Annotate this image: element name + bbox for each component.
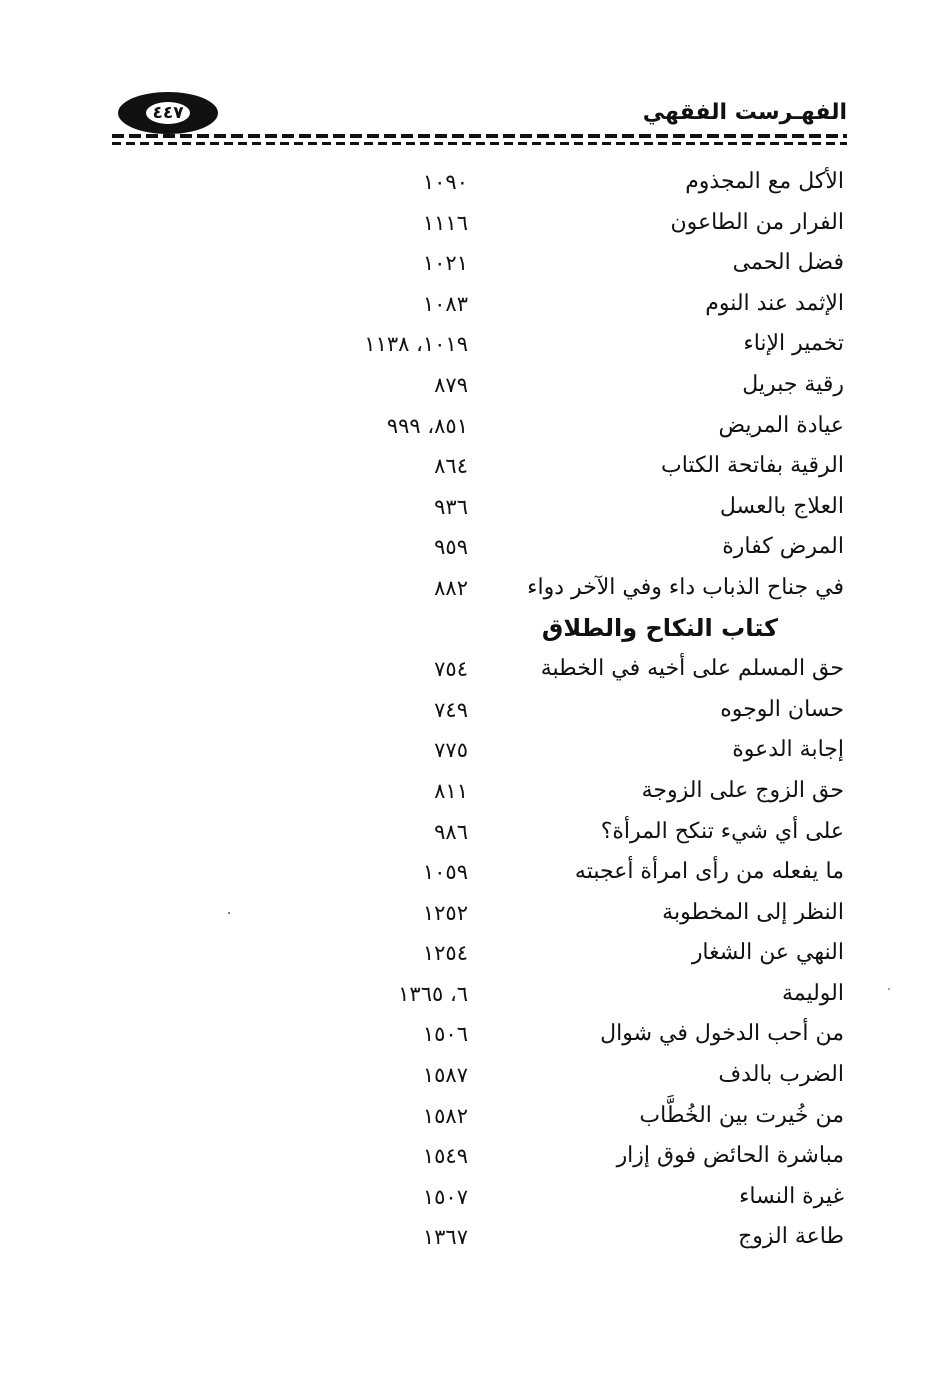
index-row xyxy=(0,284,944,325)
index-page-refs: ٧٤٩ xyxy=(434,697,468,722)
index-page-refs: ١٠٩٠ xyxy=(422,170,468,194)
index-page-refs: ١٢٥٢ xyxy=(422,900,468,925)
index-row xyxy=(0,1055,944,1096)
scan-speck xyxy=(888,988,890,990)
index-topic: الضرب بالدف xyxy=(718,1062,844,1088)
index-topic: على أي شيء تنكح المرأة؟ xyxy=(600,818,844,844)
page-number: ٤٤٧ xyxy=(152,102,184,123)
index-row xyxy=(0,771,944,812)
index-row xyxy=(0,324,944,365)
index-row xyxy=(0,446,944,487)
index-row xyxy=(0,243,944,284)
index-row xyxy=(0,1217,944,1258)
index-topic: الرقية بفاتحة الكتاب xyxy=(661,453,844,479)
index-page-refs: ١٢٥٤ xyxy=(422,941,468,966)
index-page-refs: ١٥٠٧ xyxy=(422,1184,468,1209)
index-row xyxy=(0,1177,944,1218)
index-topic: النظر إلى المخطوبة xyxy=(662,899,844,925)
index-page-refs: ٦، ١٣٦٥ xyxy=(398,981,468,1006)
index-row xyxy=(0,812,944,853)
scan-speck xyxy=(228,912,230,914)
index-entries xyxy=(0,162,944,1258)
index-page-refs: ٩٨٦ xyxy=(434,819,468,844)
index-page-refs: ٩٥٩ xyxy=(434,535,468,560)
index-page-refs: ١٠٥٩ xyxy=(422,860,468,885)
index-topic: المرض كفارة xyxy=(722,534,844,560)
index-topic: من خُيرت بين الخُطَّاب xyxy=(639,1102,844,1128)
index-topic: الأكل مع المجذوم xyxy=(685,169,844,194)
index-page-refs: ٧٧٥ xyxy=(434,738,468,763)
header-dashed-rule-lower xyxy=(112,142,847,145)
page-header xyxy=(112,88,847,158)
index-list-medicine xyxy=(0,162,944,609)
index-topic: الوليمة xyxy=(781,980,844,1006)
index-row xyxy=(0,203,944,244)
index-page-refs: ٨١١ xyxy=(434,778,468,803)
index-topic: إجابة الدعوة xyxy=(732,737,844,763)
index-page-refs: ١٠١٩، ١١٣٨ xyxy=(364,332,468,357)
page-number-badge xyxy=(118,92,218,134)
index-page-refs: ١٥٨٢ xyxy=(422,1103,468,1128)
index-row xyxy=(0,365,944,406)
index-row xyxy=(0,162,944,203)
running-title: الفهـرست الفقهي xyxy=(642,100,847,125)
index-list-marriage xyxy=(0,649,944,1258)
index-topic: رقية جبريل xyxy=(742,371,844,397)
index-row xyxy=(0,893,944,934)
index-topic: حق الزوج على الزوجة xyxy=(641,777,844,803)
index-row xyxy=(0,649,944,690)
index-row xyxy=(0,730,944,771)
index-row xyxy=(0,487,944,528)
index-row xyxy=(0,406,944,447)
index-topic: فضل الحمى xyxy=(732,250,844,276)
index-page-refs: ٩٣٦ xyxy=(434,494,468,519)
index-row xyxy=(0,690,944,731)
index-page-refs: ٨٥١، ٩٩٩ xyxy=(386,413,468,438)
index-topic: ما يفعله من رأى امرأة أعجبته xyxy=(574,859,844,885)
index-page-refs: ٨٧٩ xyxy=(434,372,468,397)
index-topic: في جناح الذباب داء وفي الآخر دواء xyxy=(527,574,844,600)
section-heading-row xyxy=(0,609,944,650)
index-page-refs: ١١١٦ xyxy=(422,210,468,235)
index-topic: حسان الوجوه xyxy=(720,696,844,722)
index-topic: غيرة النساء xyxy=(739,1183,844,1209)
index-topic: من أحب الدخول في شوال xyxy=(600,1021,844,1047)
index-row xyxy=(0,852,944,893)
index-topic: طاعة الزوج xyxy=(738,1224,844,1250)
index-row xyxy=(0,568,944,609)
index-row xyxy=(0,1096,944,1137)
index-topic: عيادة المريض xyxy=(718,412,844,438)
index-topic: تخمير الإناء xyxy=(743,331,844,357)
index-page-refs: ١٥٨٧ xyxy=(422,1063,468,1088)
index-row xyxy=(0,974,944,1015)
index-topic: الفرار من الطاعون xyxy=(670,209,844,235)
index-topic: النهي عن الشغار xyxy=(691,940,844,966)
index-page-refs: ١٠٢١ xyxy=(422,251,468,276)
header-dashed-rule xyxy=(112,134,847,138)
index-row xyxy=(0,1136,944,1177)
page-number-oval xyxy=(144,100,192,126)
index-topic: الإثمد عند النوم xyxy=(705,290,844,316)
index-row xyxy=(0,527,944,568)
index-page-refs: ١٠٨٣ xyxy=(422,291,468,316)
index-topic: العلاج بالعسل xyxy=(719,493,844,519)
index-page-refs: ٨٦٤ xyxy=(434,454,468,479)
index-page-refs: ١٥٠٦ xyxy=(422,1022,468,1047)
index-page-refs: ١٥٤٩ xyxy=(422,1144,468,1169)
index-page-refs: ٧٥٤ xyxy=(434,657,468,682)
index-row xyxy=(0,1014,944,1055)
index-topic: حق المسلم على أخيه في الخطبة xyxy=(540,656,844,682)
index-page-refs: ١٣٦٧ xyxy=(422,1225,468,1250)
index-page-refs: ٨٨٢ xyxy=(434,575,468,600)
section-heading: كتاب النكاح والطلاق xyxy=(541,613,778,642)
index-row xyxy=(0,933,944,974)
index-topic: مباشرة الحائض فوق إزار xyxy=(616,1143,844,1169)
